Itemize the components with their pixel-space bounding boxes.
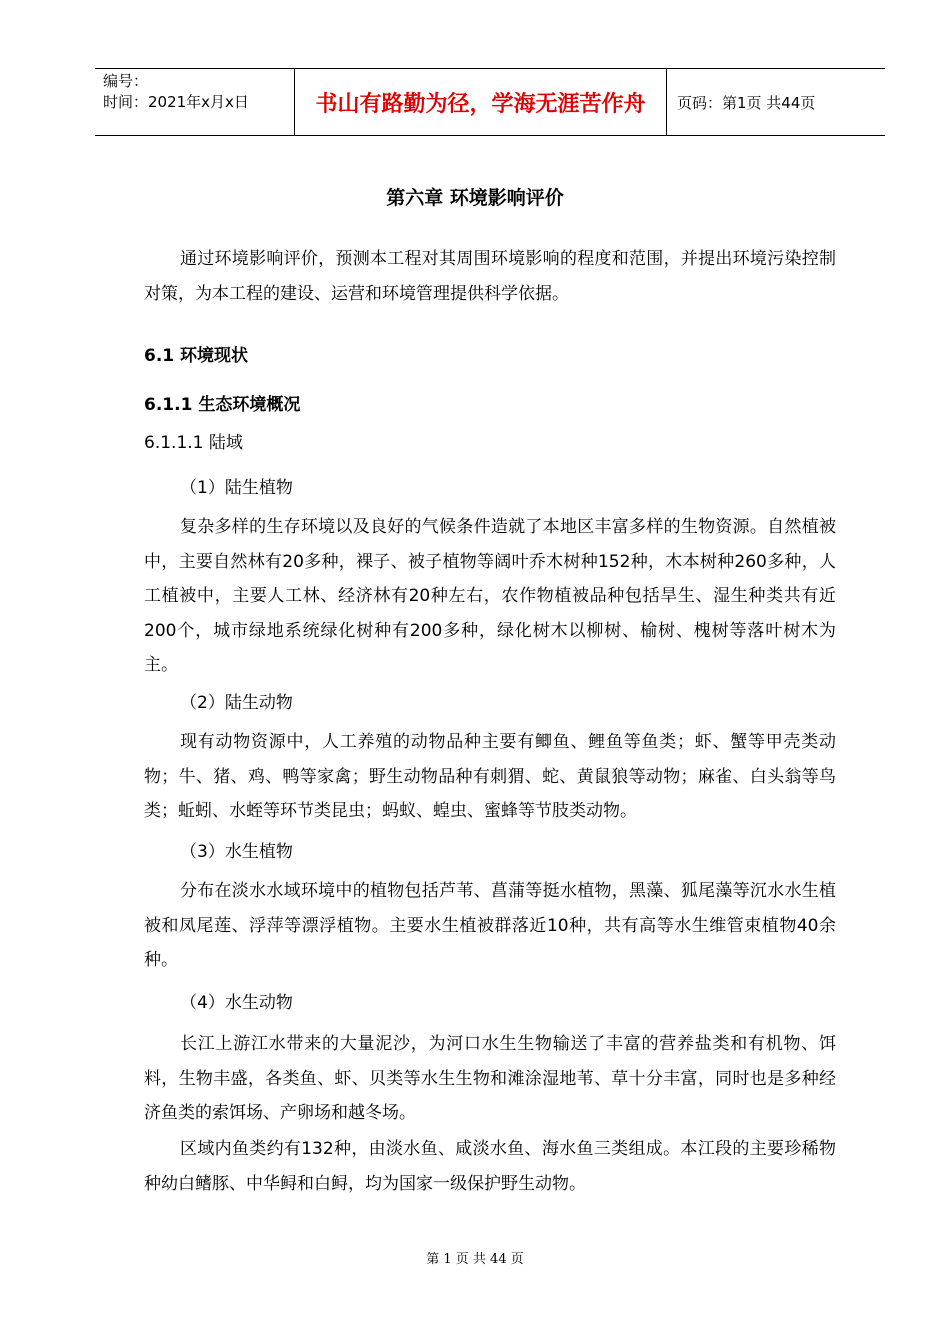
- page-footer: 第 1 页 共 44 页: [426, 1252, 524, 1267]
- header-info-cell: [95, 69, 295, 135]
- header-table: [95, 68, 885, 136]
- item-heading: （1）陆生植物: [180, 478, 293, 498]
- header-page-number: 页码：第1页 共44页: [677, 93, 816, 112]
- intro-paragraph: 通过环境影响评价，预测本工程对其周围环境影响的程度和范围，并提出环境污染控制对策，为本工程的建设、运营和环境管理提供科学依据。: [144, 249, 836, 304]
- item-paragraph: 长江上游江水带来的大量泥沙，为河口水生生物输送了丰富的营养盐类和有机物、饵料，生物丰盛，各类鱼、虾、贝类等水生生物和滩涂湿地苇、草十分丰富，同时也是多种经济鱼类的索饵场、产卵场和越冬场。: [144, 1034, 836, 1123]
- item-heading: （4）水生动物: [180, 993, 293, 1013]
- final-paragraph: 区域内鱼类约有132种，由淡水鱼、咸淡水鱼、海水鱼三类组成。本江段的主要珍稀物种幼白鳍豚、中华鲟和白鲟，均为国家一级保护野生动物。: [144, 1139, 836, 1194]
- chapter-title: 第六章 环境影响评价: [386, 187, 564, 209]
- section-heading-6-1-1: 6.1.1 生态环境概况: [144, 395, 301, 415]
- section-heading-6-1: 6.1 环境现状: [144, 346, 249, 366]
- section-heading-6-1-1-1: 6.1.1.1 陆域: [144, 433, 243, 453]
- item-paragraph: 分布在淡水水域环境中的植物包括芦苇、菖蒲等挺水植物，黑藻、狐尾藻等沉水水生植被和凤尾莲、浮萍等漂浮植物。主要水生植被群落近10种，共有高等水生维管束植物40余种。: [144, 881, 836, 970]
- document-time: 时间：2021年x月x日: [103, 93, 249, 111]
- header-motto: 书山有路勤为径，学海无涯苦作舟: [295, 69, 667, 135]
- document-number: 编号：: [103, 72, 149, 90]
- item-heading: （3）水生植物: [180, 842, 293, 862]
- item-paragraph: 现有动物资源中，人工养殖的动物品种主要有鲫鱼、鲤鱼等鱼类；虾、蟹等甲壳类动物；牛、猪、鸡、鸭等家禽；野生动物品种有刺猬、蛇、黄鼠狼等动物；麻雀、白头翁等鸟类；蚯蚓、水蛭等环节类昆虫；蚂蚁、蝗虫、蜜蜂等节肢类动物。: [144, 732, 836, 821]
- item-paragraph: 复杂多样的生存环境以及良好的气候条件造就了本地区丰富多样的生物资源。自然植被中，主要自然林有20多种，裸子、被子植物等阔叶乔木树种152种，木本树种260多种，人工植被中，主要人工林、经济林有20种左右，农作物植被品种包括旱生、湿生种类共有近200个，城市绿地系统绿化树种有200多种，绿化树木以柳树、榆树、槐树等落叶树木为主。: [144, 517, 836, 675]
- item-heading: （2）陆生动物: [180, 693, 293, 713]
